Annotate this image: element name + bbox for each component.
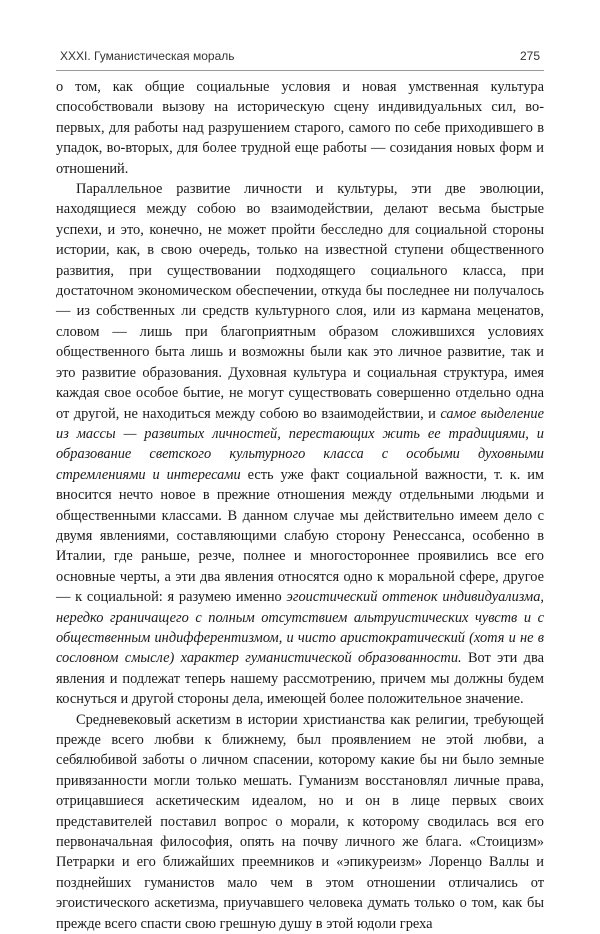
- page-number: 275: [519, 49, 540, 63]
- chapter-title: XXXI. Гуманистическая мораль: [60, 49, 235, 63]
- running-header: [60, 49, 540, 63]
- paragraph: [56, 77, 544, 179]
- text-run: Вот эти два явления и подлежат теперь нашему рассмотрению, причем мы должны будем коснуться и другой стороны дела, имеющей более положительное значение.: [56, 650, 544, 708]
- text-run: Средневековый аскетизм в истории христианства как религии, требующей прежде всего любви к ближнему, был проявлением не этой любви, а себялюбивой заботы о личном спасении, которому какие бы ни было земные привязанности могли только мешать. Гуманизм восстановлял личные права, отрицавшиеся аскетическим идеалом, но и он в лице первых своих представителей поставил вопрос о морали, к которому сводилась вся его первоначальная философия, опять на почву личного же блага. «Стоицизм» Петрарки и его ближайших преемников и «эпикуреизм» Лоренцо Валлы и позднейших гуманистов мало чем в этом отношении отличались от эгоистического аскетизма, приучавшего человека думать только о том, как бы прежде всего спасти свою грешную душу в этой юдоли греха: [56, 711, 544, 932]
- body-text: [56, 77, 544, 934]
- text-run: Параллельное развитие личности и культуры, эти две эволюции, находящиеся между собою во взаимодействии, делают весьма быстрые успехи, и это, конечно, не может пройти бесследно для социальной стороны истории, как, в свою очередь, только на известной ступени общественного развития, при существовании подходящего социального класса, при достаточном экономическом обеспечении, откуда бы последнее ни получалось — из собственных ли средств культурного слоя, или из кармана меценатов, словом — лишь при благоприятным образом сложившихся условиях общественного быта лишь и возможны были как это личное развитие, так и это развитие образования. Духовная культура и социальная структура, имея каждая свое особое бытие, не могут существовать совершенно отдельно одна от другой, не находиться между собою во взаимодействии, и: [56, 181, 544, 422]
- paragraph: [56, 179, 544, 710]
- text-run: о том, как общие социальные условия и новая умственная культура способствовали вызову на историческую сцену индивидуальных сил, во-первых, для работы над разрушением старого, самого по себе приходившего в упадок, во-вторых, для более трудной еще работы — созидания новых форм и отношений.: [56, 79, 544, 177]
- paragraph: [56, 710, 544, 934]
- text-run: есть уже факт социальной важности, т. к. им вносится нечто новое в прежние отношения между отдельными людьми и общественными классами. В данном случае мы действительно имеем дело с двумя явлениями, составляющими слабую сторону Ренессанса, особенно в Италии, где раньше, резче, полнее и многостороннее проявились все его основные черты, а эти два явления относятся одно к моральной сфере, другое — к социальной: я разумею именно: [56, 466, 544, 606]
- italic-run: самое выделение из массы — развитых личностей, перестающих жить ее традициями, и образование светского культурного класса с особыми духовными стремлениями и интересами: [56, 405, 544, 483]
- header-rule: [56, 70, 544, 71]
- italic-run: эгоистический оттенок индивидуализма, нередко граничащего с полным отсутствием альтруистических чувств и с общественным индифферентизмом, и чисто аристократический (хотя и не в сословном смысле) характер гуманистической образованности.: [56, 589, 545, 667]
